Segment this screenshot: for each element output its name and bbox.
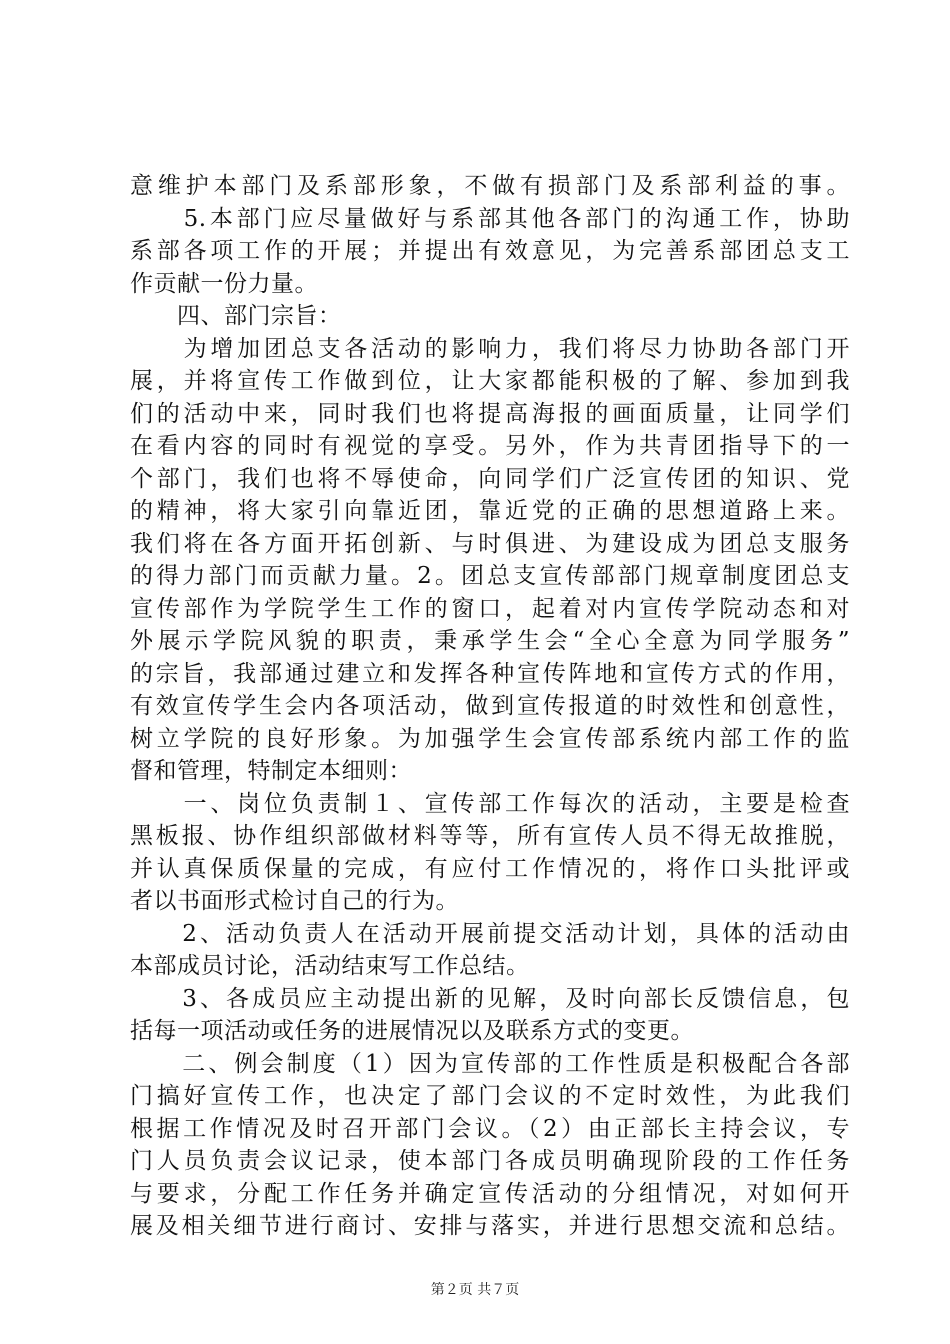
text-line: 系部各项工作的开展；并提出有效意见，为完善系部团总支工 [130,238,850,264]
text-line: 一、岗位负责制１、宣传部工作每次的活动，主要是检查 [130,790,850,817]
text-line: 我们将在各方面开拓创新、与时俱进、为建设成为团总支服务 [130,530,850,557]
text-line: 作贡献一份力量。 [130,270,318,297]
text-line: 根据工作情况及时召开部门会议。（2）由正部长主持会议，专 [130,1115,850,1142]
document-body [130,170,850,1243]
text-line: 3、各成员应主动提出新的见解，及时向部长反馈信息，包 [130,985,850,1012]
text-line: 个部门，我们也将不辱使命，向同学们广泛宣传团的知识、党 [130,465,850,492]
text-line: 二、例会制度（1）因为宣传部的工作性质是积极配合各部 [130,1050,850,1077]
text-line: 外展示学院风貌的职责，秉承学生会“全心全意为同学服务” [130,628,850,654]
text-line: 并认真保质保量的完成，有应付工作情况的，将作口头批评或 [130,855,850,882]
text-line: 有效宣传学生会内各项活动，做到宣传报道的时效性和创意性， [130,693,850,719]
text-line: 2、活动负责人在活动开展前提交活动计划，具体的活动由 [130,920,850,947]
page-footer: 第２页 共７页 [430,1282,520,1298]
text-line: 展，并将宣传工作做到位，让大家都能积极的了解、参加到我 [130,368,850,394]
text-line: 宣传部作为学院学生工作的窗口，起着对内宣传学院动态和对 [130,595,850,622]
text-line: 树立学院的良好形象。为加强学生会宣传部系统内部工作的监 [130,725,850,752]
text-line: 门搞好宣传工作，也决定了部门会议的不定时效性，为此我们 [130,1083,850,1109]
text-line: 者以书面形式检讨自己的行为。 [130,888,459,914]
text-line: 5.本部门应尽量做好与系部其他各部门的沟通工作，协助 [130,205,850,232]
text-line: 门人员负责会议记录，使本部门各成员明确现阶段的工作任务 [130,1148,850,1174]
text-line: 黑板报、协作组织部做材料等等，所有宣传人员不得无故推脱， [130,823,850,849]
text-line: 的宗旨，我部通过建立和发挥各种宣传阵地和宣传方式的作用， [130,660,850,687]
text-line: 本部成员讨论，活动结束写工作总结。 [130,953,530,979]
text-line: 的得力部门而贡献力量。2。团总支宣传部部门规章制度团总支 [130,563,850,589]
text-line: 在看内容的同时有视觉的享受。另外，作为共青团指导下的一 [130,433,850,459]
text-line: 四、部门宗旨： [130,303,342,329]
text-line: 意维护本部门及系部形象，不做有损部门及系部利益的事。 [130,173,850,199]
text-line: 们的活动中来，同时我们也将提高海报的画面质量，让同学们 [130,400,850,427]
text-line: 为增加团总支各活动的影响力，我们将尽力协助各部门开 [130,335,850,362]
text-line: 括每一项活动或任务的进展情况以及联系方式的变更。 [130,1018,694,1044]
text-line: 的精神，将大家引向靠近团，靠近党的正确的思想道路上来。 [130,498,850,524]
text-line: 督和管理，特制定本细则： [130,758,412,784]
text-line: 展及相关细节进行商讨、安排与落实，并进行思想交流和总结。 [130,1213,850,1239]
text-line: 与要求，分配工作任务并确定宣传活动的分组情况，对如何开 [130,1180,850,1207]
